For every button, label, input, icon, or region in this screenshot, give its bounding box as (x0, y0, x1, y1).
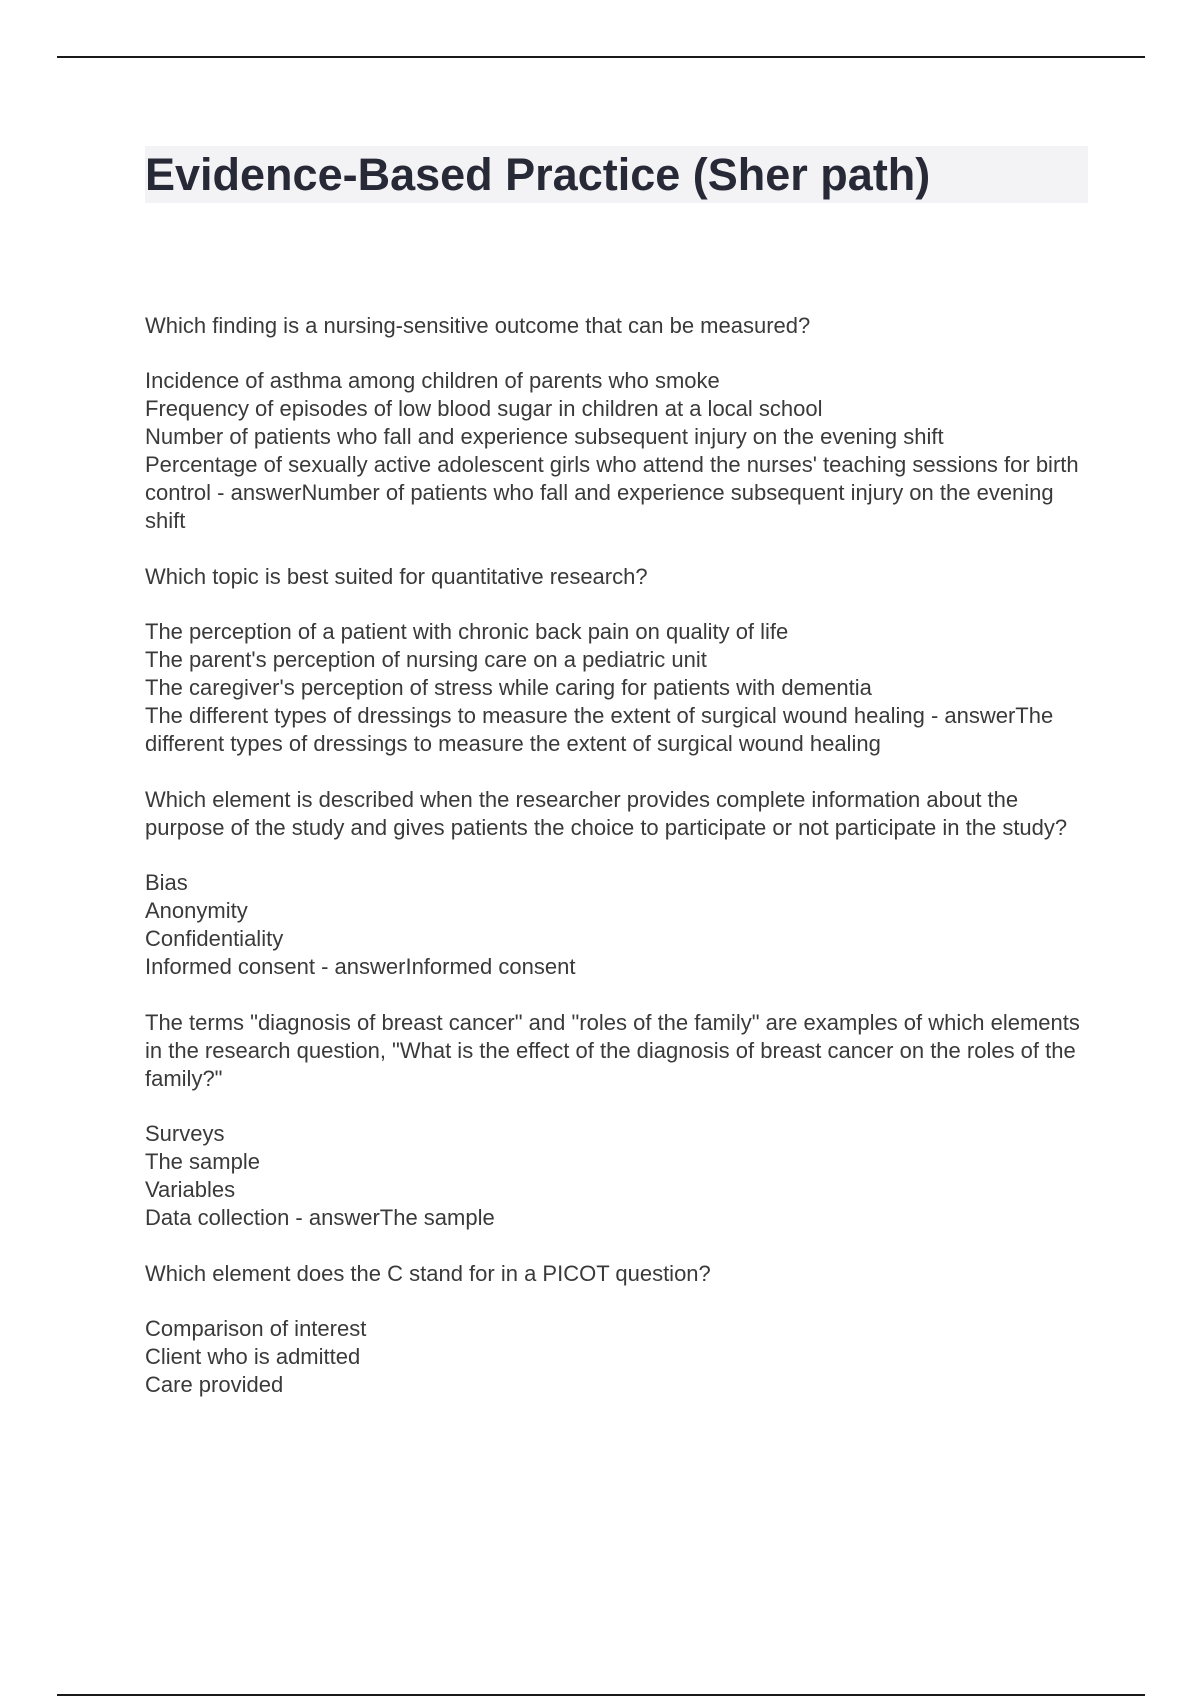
document-title: Evidence-Based Practice (Sher path) (145, 149, 931, 200)
question-text: Which element is described when the researcher provides complete information about the purpose of the study and gives patients the choice to participate or not participate in the study? (145, 787, 1068, 840)
option-text: The different types of dressings to measure the extent of surgical wound healing - answerThe different types of dressings to measure the extent of surgical wound healing (145, 703, 1054, 756)
question-block (145, 563, 1095, 758)
question-block (145, 312, 1095, 535)
header-rule (57, 56, 1145, 58)
question-text: Which element does the C stand for in a PICOT question? (145, 1261, 711, 1286)
option-text: Variables (145, 1177, 236, 1202)
option-text: Percentage of sexually active adolescent girls who attend the nurses' teaching sessions for birth control - answerNumber of patients who fall and experience subsequent injury on the evening shift (145, 452, 1079, 533)
option-text: Incidence of asthma among children of parents who smoke (145, 368, 720, 393)
option-text: The parent's perception of nursing care on a pediatric unit (145, 647, 707, 672)
option-text: The perception of a patient with chronic back pain on quality of life (145, 619, 789, 644)
option-list (145, 869, 1095, 981)
question-block (145, 786, 1095, 981)
option-text: The sample (145, 1149, 260, 1174)
option-list (145, 1120, 1095, 1232)
question-text: Which finding is a nursing-sensitive outcome that can be measured? (145, 313, 811, 338)
option-text: Data collection - answerThe sample (145, 1205, 495, 1230)
option-text: Client who is admitted (145, 1344, 361, 1369)
option-list (145, 618, 1095, 758)
option-text: Bias (145, 870, 188, 895)
option-list (145, 1315, 1095, 1399)
footer-rule (57, 1694, 1145, 1696)
question-block (145, 1260, 1095, 1399)
document-body (145, 312, 1095, 1427)
option-text: Number of patients who fall and experience subsequent injury on the evening shift (145, 424, 944, 449)
option-text: Care provided (145, 1372, 284, 1397)
option-text: Informed consent - answerInformed consent (145, 954, 576, 979)
option-text: Confidentiality (145, 926, 284, 951)
question-text: Which topic is best suited for quantitative research? (145, 564, 648, 589)
option-text: The caregiver's perception of stress while caring for patients with dementia (145, 675, 872, 700)
option-text: Frequency of episodes of low blood sugar in children at a local school (145, 396, 823, 421)
option-text: Comparison of interest (145, 1316, 367, 1341)
question-block (145, 1009, 1095, 1232)
option-text: Anonymity (145, 898, 248, 923)
question-text: The terms "diagnosis of breast cancer" and "roles of the family" are examples of which elements in the research question, "What is the effect of the diagnosis of breast cancer on the roles of the family?" (145, 1010, 1080, 1091)
option-text: Surveys (145, 1121, 225, 1146)
option-list (145, 367, 1095, 535)
